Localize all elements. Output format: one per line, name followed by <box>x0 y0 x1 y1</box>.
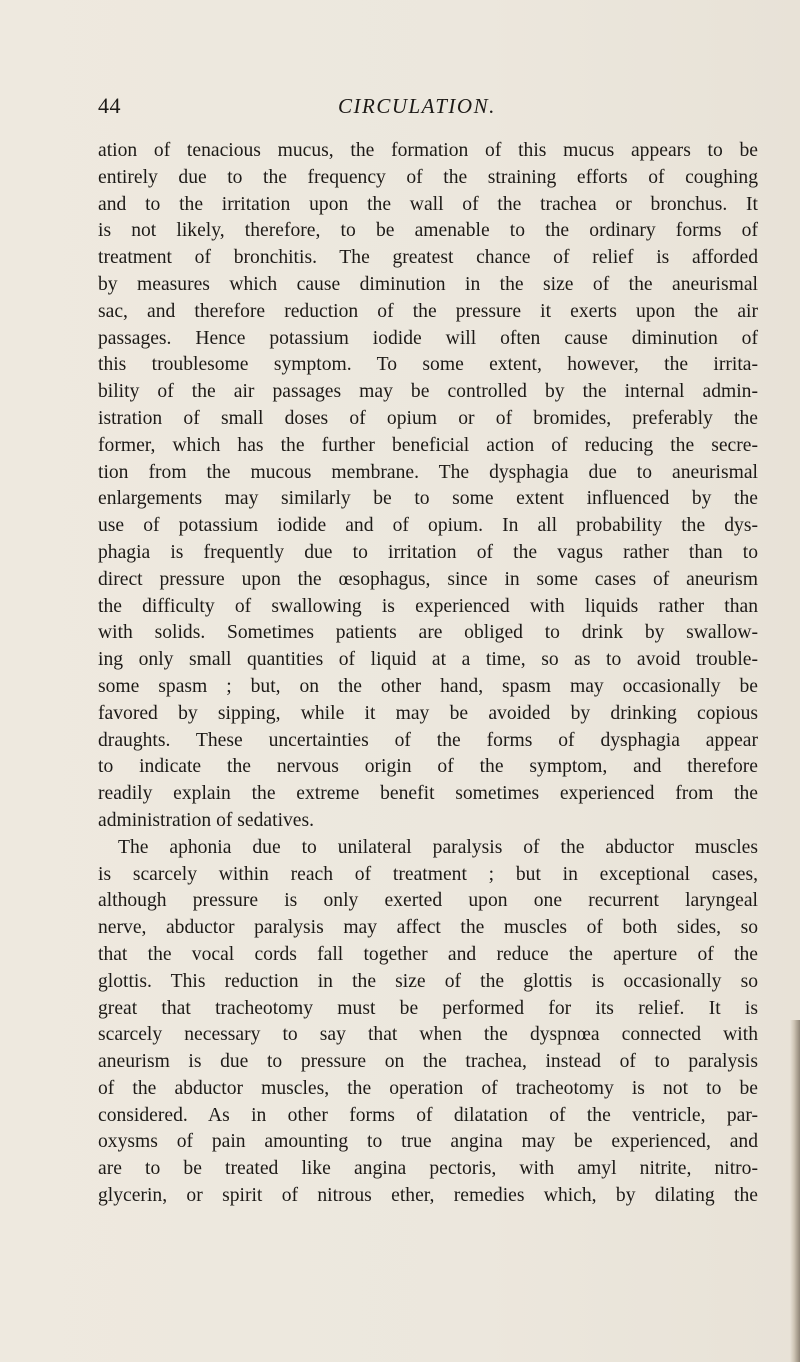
text-line: nerve, abductor paralysis may affect the muscles of both sides, so <box>98 917 758 939</box>
text-line: direct pressure upon the œsophagus, since in some cases of aneurism <box>98 568 758 590</box>
text-line: great that tracheotomy must be performed for its relief. It is <box>98 997 758 1019</box>
text-line: sac, and therefore reduction of the pressure it exerts upon the air <box>98 300 758 322</box>
running-head <box>98 92 728 122</box>
text-line: passages. Hence potassium iodide will often cause diminution of <box>98 327 758 349</box>
text-line: and to the irritation upon the wall of the trachea or bronchus. It <box>98 193 758 215</box>
text-line: although pressure is only exerted upon one recurrent laryngeal <box>98 890 758 912</box>
text-line: is not likely, therefore, to be amenable to the ordinary forms of <box>98 220 758 242</box>
text-line: to indicate the nervous origin of the symptom, and therefore <box>98 756 758 778</box>
text-line: considered. As in other forms of dilatation of the ventricle, par- <box>98 1104 758 1126</box>
text-line: istration of small doses of opium or of bromides, preferably the <box>98 407 758 429</box>
text-line: favored by sipping, while it may be avoided by drinking copious <box>98 702 758 724</box>
text-line: some spasm ; but, on the other hand, spasm may occasionally be <box>98 675 758 697</box>
text-line: are to be treated like angina pectoris, with amyl nitrite, nitro- <box>98 1158 758 1180</box>
text-line: oxysms of pain amounting to true angina may be experienced, and <box>98 1131 758 1153</box>
text-line: aneurism is due to pressure on the trachea, instead of to paralysis <box>98 1051 758 1073</box>
text-line: is scarcely within reach of treatment ; but in exceptional cases, <box>98 863 758 885</box>
text-line: the difficulty of swallowing is experienced with liquids rather than <box>98 595 758 617</box>
running-title: CIRCULATION. <box>338 94 496 118</box>
text-line: by measures which cause diminution in the size of the aneurismal <box>98 273 758 295</box>
text-line: bility of the air passages may be controlled by the internal admin- <box>98 381 758 403</box>
text-line: that the vocal cords fall together and reduce the aperture of the <box>98 943 758 965</box>
text-line: administration of sedatives. <box>98 809 315 831</box>
text-line: glycerin, or spirit of nitrous ether, remedies which, by dilating the <box>98 1185 758 1207</box>
text-line: enlargements may similarly be to some extent influenced by the <box>98 488 758 510</box>
text-line: tion from the mucous membrane. The dysphagia due to aneurismal <box>98 461 758 483</box>
page-number: 44 <box>98 93 121 118</box>
text-line: phagia is frequently due to irritation of the vagus rather than to <box>98 541 758 563</box>
text-line: glottis. This reduction in the size of the glottis is occasionally so <box>98 970 758 992</box>
text-line: use of potassium iodide and of opium. In all probability the dys- <box>98 515 758 537</box>
text-line: draughts. These uncertainties of the forms of dysphagia appear <box>98 729 758 751</box>
text-line: ing only small quantities of liquid at a time, so as to avoid trouble- <box>98 649 758 671</box>
text-line: ation of tenacious mucus, the formation of this mucus appears to be <box>98 140 758 161</box>
text-line: entirely due to the frequency of the straining efforts of coughing <box>98 166 758 188</box>
text-line: readily explain the extreme benefit sometimes experienced from the <box>98 783 758 805</box>
text-line: former, which has the further beneficial action of reducing the secre- <box>98 434 758 456</box>
text-line: this troublesome symptom. To some extent, however, the irrita- <box>98 354 758 376</box>
body-text <box>98 138 758 1210</box>
text-line: scarcely necessary to say that when the dyspnœa connected with <box>98 1024 758 1046</box>
text-line: with solids. Sometimes patients are obliged to drink by swallow- <box>98 622 758 644</box>
page-edge-shadow <box>790 1020 800 1362</box>
text-line: treatment of bronchitis. The greatest chance of relief is afforded <box>98 247 758 269</box>
text-line: The aphonia due to unilateral paralysis of the abductor muscles <box>118 836 758 858</box>
text-line: of the abductor muscles, the operation of tracheotomy is not to be <box>98 1077 758 1099</box>
